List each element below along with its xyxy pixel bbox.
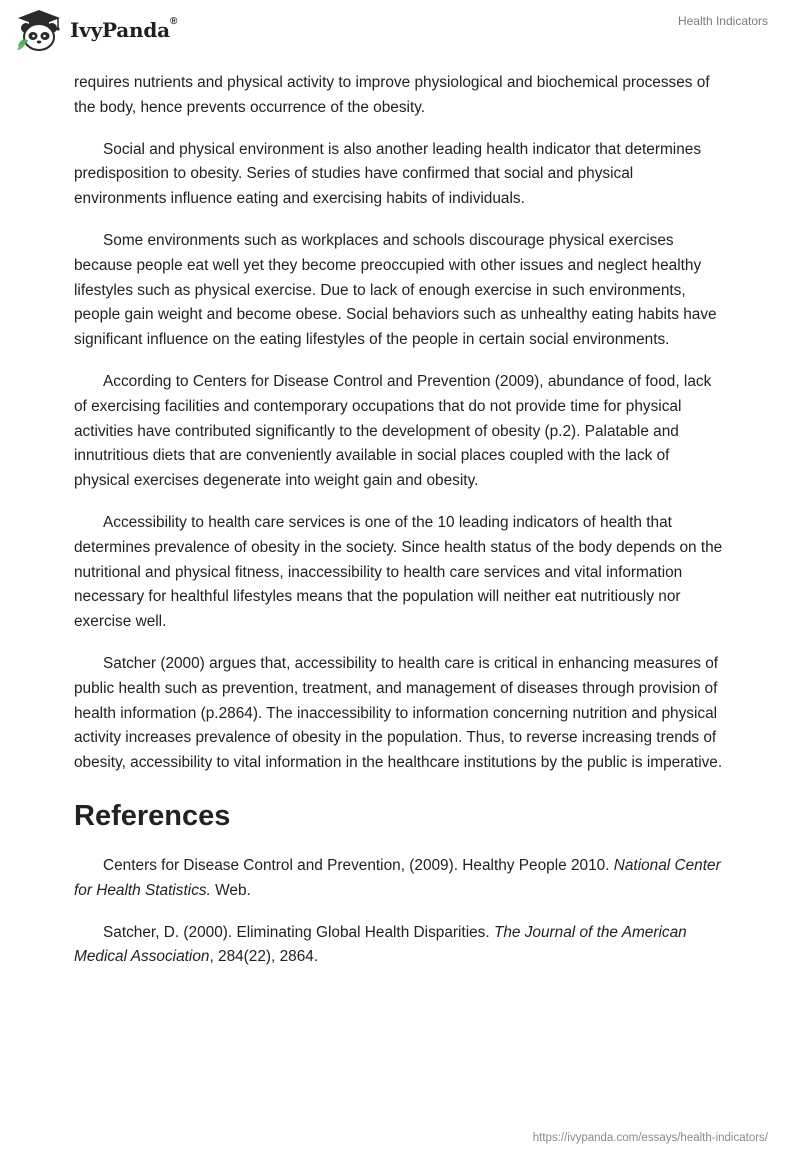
body-paragraph: requires nutrients and physical activity to improve physiological and biochemical processes of the body, hence prevents occurrence of the obesity. [74, 74, 710, 116]
brand-name: IvyPanda® [70, 16, 178, 42]
source-url[interactable]: https://ivypanda.com/essays/health-indicators/ [532, 1132, 768, 1144]
reference-tail: Web. [210, 881, 251, 899]
page-header [0, 0, 800, 70]
reference-tail: , 284(22), 2864. [209, 948, 319, 966]
panda-graduate-icon [14, 8, 64, 52]
body-paragraph: According to Centers for Disease Control and Prevention (2009), abundance of food, lack of exercising facilities and contemporary occupations that do not provide time for physical activities have contributed significantly to the development of obesity (p.2). Palatable and innutritious diets that are conveniently available in social places coupled with the lack of physical exercises degenerate into weight gain and obesity. [74, 372, 712, 490]
reference-item [74, 854, 726, 904]
reference-source: The Journal of the American Medical Association [74, 923, 687, 966]
reference-text: Centers for Disease Control and Prevention, (2009). Healthy People 2010. [103, 856, 614, 874]
reference-text: Satcher, D. (2000). Eliminating Global Health Disparities. [103, 923, 494, 941]
reference-source: National Center for Health Statistics. [74, 856, 721, 899]
ivypanda-logo[interactable] [14, 8, 177, 52]
body-paragraph: Satcher (2000) argues that, accessibility to health care is critical in enhancing measures of public health such as prevention, treatment, and management of diseases through provision of health information (p.2864). The inaccessibility to information concerning nutrition and physical activity increases prevalence of obesity in the population. Thus, to reverse increasing trends of obesity, accessibility to vital information in the healthcare institutions by the public is imperative. [74, 654, 723, 772]
essay-content [74, 71, 726, 987]
references-heading: References [74, 799, 231, 832]
body-paragraph: Accessibility to health care services is one of the 10 leading indicators of health that determines prevalence of obesity in the society. Since health status of the body depends on the nutritional and physical fitness, inaccessibility to health care services and vital information necessary for healthful lifestyles means that the population will neither eat nutritiously nor exercise well. [74, 513, 723, 631]
body-paragraph: Social and physical environment is also another leading health indicator that determines predisposition to obesity. Series of studies have confirmed that social and physical environments influence eating and exercising habits of individuals. [74, 140, 702, 208]
body-paragraph: Some environments such as workplaces and schools discourage physical exercises because people eat well yet they become preoccupied with other issues and neglect healthy lifestyles such as physical exercise. Due to lack of enough exercise in such environments, people gain weight and become obese. Social behaviors such as unhealthy eating habits have significant influence on the eating lifestyles of the people in certain social environments. [74, 231, 717, 349]
reference-item [74, 921, 726, 971]
document-title: Health Indicators [677, 14, 768, 28]
